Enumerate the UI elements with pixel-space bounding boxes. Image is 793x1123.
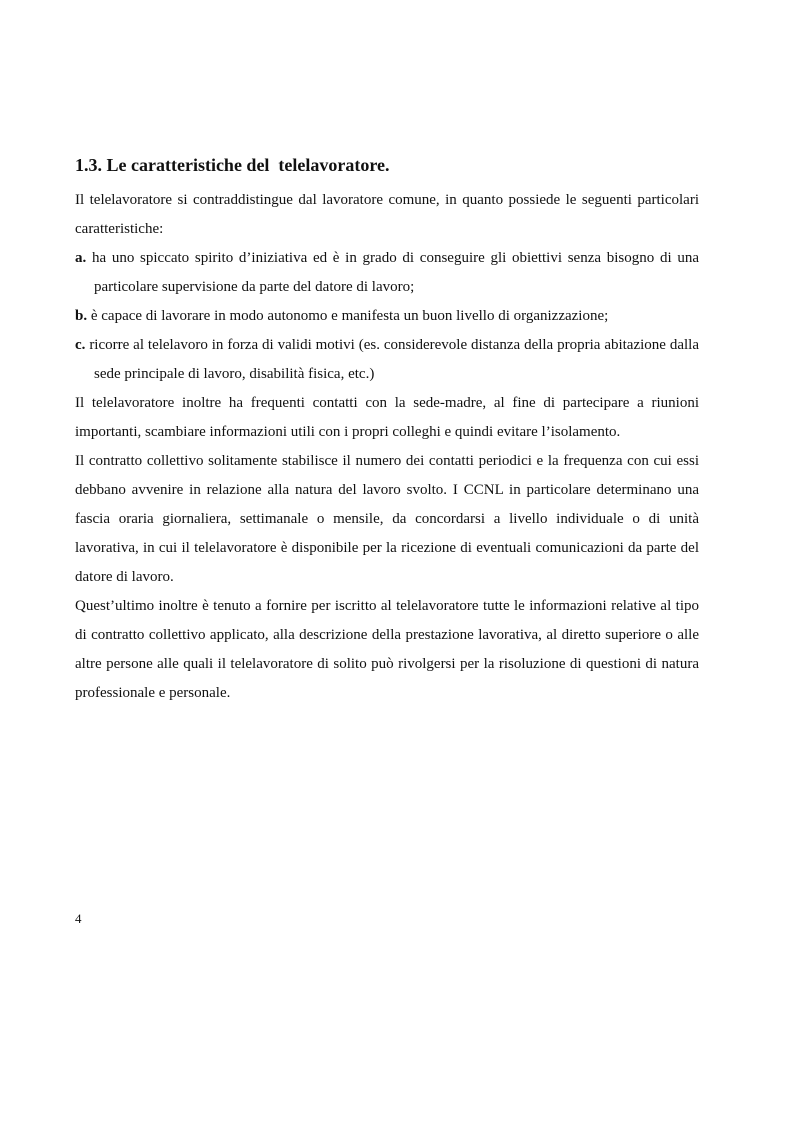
page-content <box>75 153 699 708</box>
employer-info-paragraph: Quest’ultimo inoltre è tenuto a fornire per iscritto al telelavoratore tutte le informazioni relative al tipo di contratto collettivo applicato, alla descrizione della prestazione lavorativa, al diretto superiore o alle altre persone alle quali il telelavoratore di solito può rivolgersi per la risoluzione di questioni di natura professionale e personale. <box>75 598 699 701</box>
intro-paragraph: Il telelavoratore si contraddistingue dal lavoratore comune, in quanto possiede le seguenti particolari caratteristiche: <box>75 192 699 237</box>
list-item-c <box>75 331 699 389</box>
list-marker: c. <box>75 337 86 353</box>
list-item-text: ha uno spiccato spirito d’iniziativa ed è in grado di conseguire gli obiettivi senza bisogno di una particolare supervisione da parte del datore di lavoro; <box>86 250 699 295</box>
page-number: 4 <box>75 911 82 926</box>
list-item-text: è capace di lavorare in modo autonomo e manifesta un buon livello di organizzazione; <box>87 308 609 324</box>
list-marker: a. <box>75 250 87 266</box>
contract-paragraph: Il contratto collettivo solitamente stabilisce il numero dei contatti periodici e la frequenza con cui essi debbano avvenire in relazione alla natura del lavoro svolto. I CCNL in particolare determinano una fascia oraria giornaliera, settimanale o mensile, da concordarsi a livello individuale o di unità lavorativa, in cui il telelavoratore è disponibile per la ricezione di eventuali comunicazioni da parte del datore di lavoro. <box>75 453 699 585</box>
contacts-paragraph: Il telelavoratore inoltre ha frequenti contatti con la sede-madre, al fine di partecipare a riunioni importanti, scambiare informazioni utili con i propri colleghi e quindi evitare l’isolamento. <box>75 395 699 440</box>
section-heading: 1.3. Le caratteristiche del telelavoratore. <box>75 155 390 175</box>
list-marker: b. <box>75 308 88 324</box>
list-item-text: ricorre al telelavoro in forza di validi motivi (es. considerevole distanza della propria abitazione dalla sede principale di lavoro, disabilità fisica, etc.) <box>85 337 699 382</box>
list-item-a <box>75 244 699 302</box>
list-item-b <box>75 302 699 331</box>
